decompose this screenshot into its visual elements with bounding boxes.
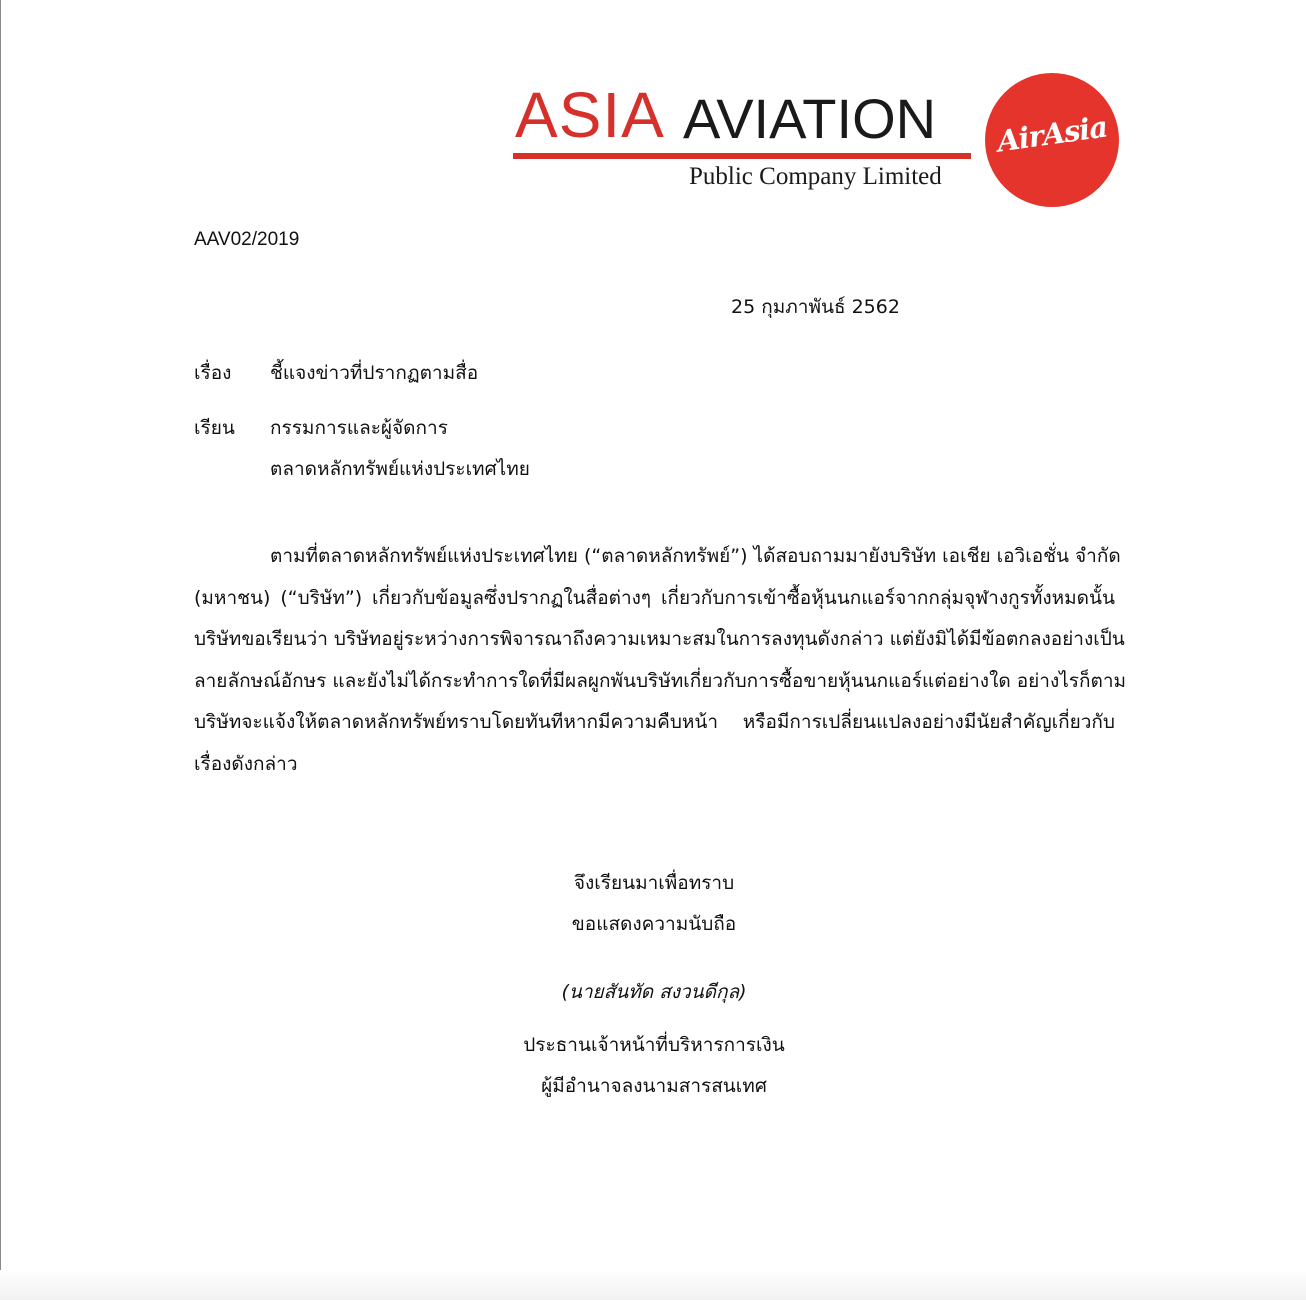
- recipient-line: กรรมการและผู้จัดการ: [270, 417, 448, 439]
- brand-asia: ASIA: [515, 79, 665, 151]
- document-date: 25 กุมภาพันธ์ 2562: [731, 296, 900, 318]
- signatory-name: (นายสันทัด สงวนดีกุล): [561, 981, 747, 1003]
- page-bottom-shadow: [0, 1270, 1306, 1300]
- airasia-logo-text: AirAsia: [994, 109, 1110, 159]
- closing-regards: ขอแสดงความนับถือ: [571, 913, 737, 935]
- reference-number: AAV02/2019: [194, 229, 300, 250]
- subject-text: ชี้แจงข่าวที่ปรากฏตามสื่อ: [270, 362, 479, 384]
- brand-aviation: AVIATION: [683, 87, 937, 150]
- subject-label: เรื่อง: [194, 362, 232, 384]
- airasia-logo: [985, 73, 1119, 207]
- body-line: บริษัทจะแจ้งให้ตลาดหลักทรัพย์ทราบโดยทันทีหากมีความคืบหน้า หรือมีการเปลี่ยนแปลงอย่างมีนัยสำคัญเกี่ยวกับ: [194, 711, 1115, 733]
- closing-line: จึงเรียนมาเพื่อทราบ: [573, 872, 735, 894]
- body-paragraph: [194, 536, 1127, 785]
- signatory-authority: ผู้มีอำนาจลงนามสารสนเทศ: [541, 1075, 767, 1097]
- body-line: บริษัทขอเรียนว่า บริษัทอยู่ระหว่างการพิจารณาถึงความเหมาะสมในการลงทุนดังกล่าว แต่ยังมิได้มีข้อตกลงอย่างเป็น: [194, 628, 1125, 650]
- body-line: เรื่องดังกล่าว: [194, 752, 298, 775]
- body-line: ตามที่ตลาดหลักทรัพย์แห่งประเทศไทย (“ตลาดหลักทรัพย์”) ได้สอบถามมายังบริษัท เอเชีย เอวิเอชั่น จำกัด: [270, 545, 1121, 567]
- recipient-label: เรียน: [194, 417, 235, 439]
- brand-subtitle: Public Company Limited: [689, 163, 942, 190]
- body-line: ลายลักษณ์อักษร และยังไม่ได้กระทำการใดที่มีผลผูกพันบริษัทเกี่ยวกับการซื้อขายหุ้นนกแอร์แต่อย่างใด อย่างไรก็ตาม: [194, 669, 1127, 692]
- brand-underline: [513, 153, 971, 159]
- recipient-line: ตลาดหลักทรัพย์แห่งประเทศไทย: [270, 458, 530, 480]
- body-line: (มหาชน) (“บริษัท”) เกี่ยวกับข้อมูลซึ่งปรากฏในสื่อต่างๆ เกี่ยวกับการเข้าซื้อหุ้นนกแอร์จากกลุ่มจุฬางกูรทั้งหมดนั้น: [194, 586, 1115, 609]
- signatory-title: ประธานเจ้าหน้าที่บริหารการเงิน: [523, 1034, 785, 1056]
